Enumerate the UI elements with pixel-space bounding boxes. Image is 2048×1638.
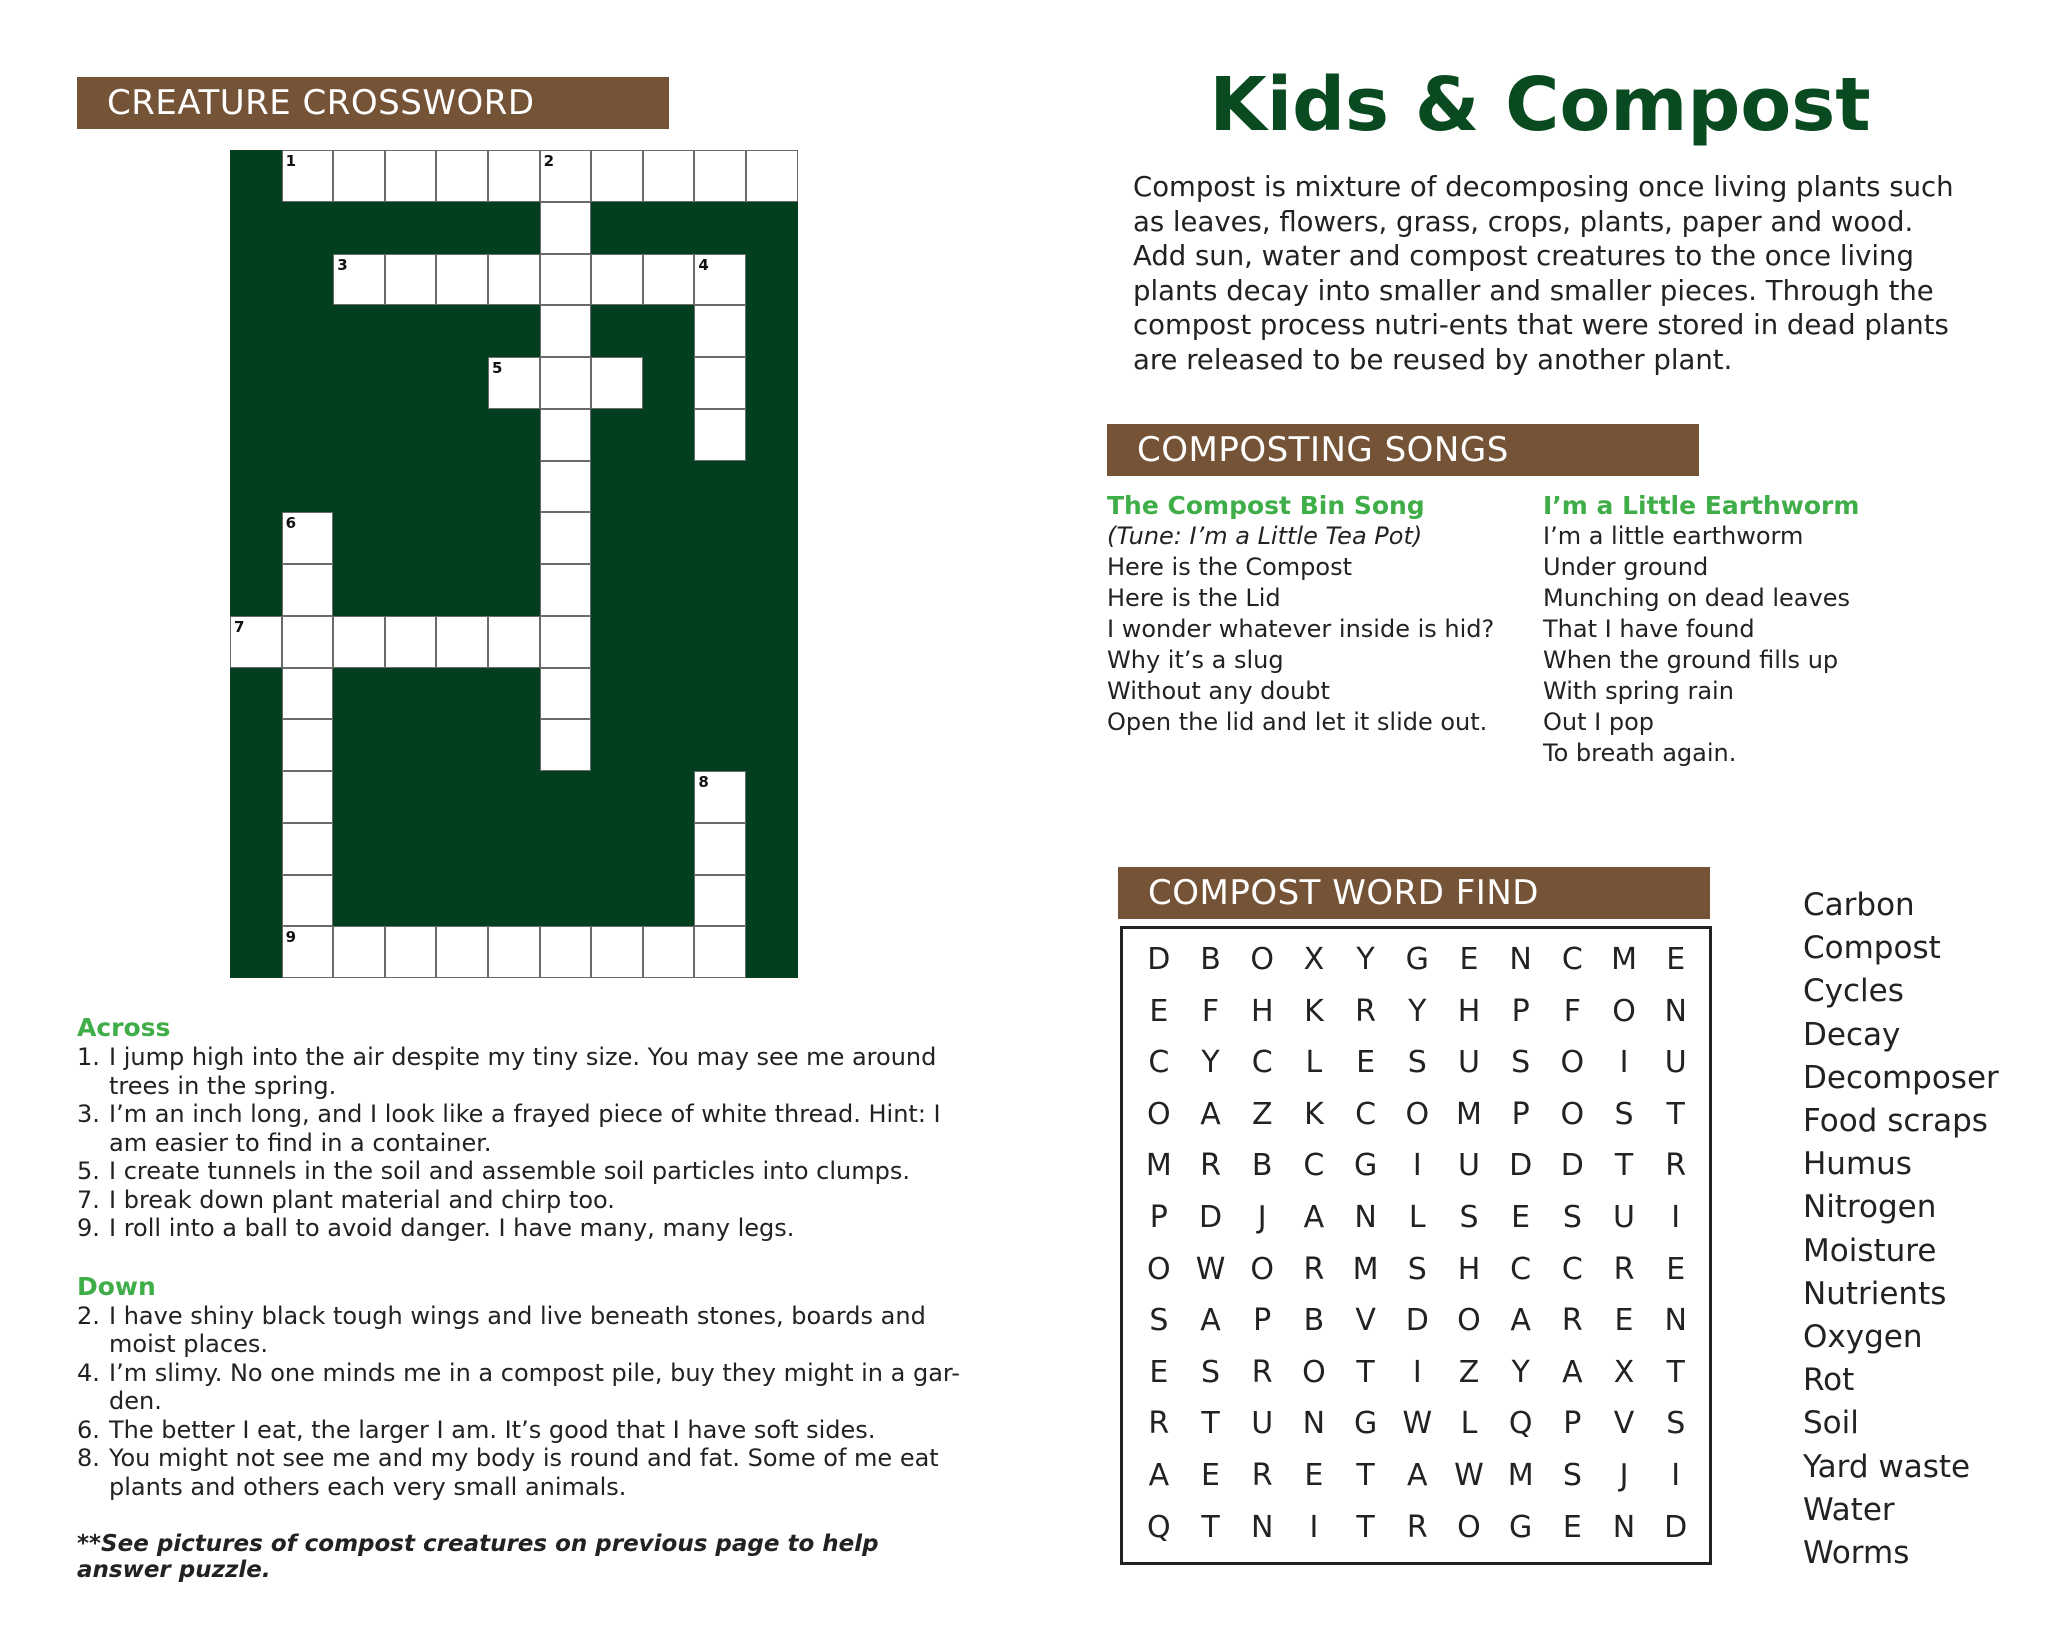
crossword-cell[interactable]	[230, 616, 282, 668]
wordfind-letter[interactable]: E	[1149, 1354, 1169, 1390]
wordfind-letter[interactable]: X	[1613, 1354, 1635, 1390]
crossword-cell[interactable]	[540, 357, 592, 409]
wordfind-letter[interactable]: P	[1511, 1096, 1530, 1132]
crossword-cell[interactable]	[540, 409, 592, 461]
wordfind-letter[interactable]: C	[1251, 1045, 1273, 1081]
crossword-cell[interactable]	[694, 409, 746, 461]
crossword-cell[interactable]	[282, 150, 334, 202]
wordfind-letter[interactable]: O	[1457, 1303, 1481, 1339]
wordfind-letter[interactable]: R	[1665, 1148, 1687, 1184]
crossword-cell[interactable]	[540, 202, 592, 254]
wordfind-letter[interactable]: Y	[1511, 1354, 1530, 1390]
wordfind-letter[interactable]: S	[1201, 1354, 1221, 1390]
crossword-cell[interactable]	[488, 254, 540, 306]
wordfind-letter[interactable]: A	[1407, 1458, 1428, 1493]
song-line: Without any doubt	[1107, 677, 1330, 705]
song-line: I’m a little earthworm	[1543, 522, 1804, 550]
wordfind-word: Worms	[1803, 1535, 1910, 1572]
wordfind-word: Moisture	[1803, 1232, 1937, 1269]
wordfind-letter[interactable]: A	[1510, 1303, 1531, 1339]
wordfind-letter[interactable]: H	[1250, 993, 1274, 1029]
crossword-cell[interactable]	[540, 668, 592, 720]
songs-heading: COMPOSTING SONGS	[1107, 424, 1699, 476]
wordfind-letter[interactable]: D	[1405, 1303, 1429, 1339]
crossword-cell[interactable]	[488, 150, 540, 202]
clue-item-text: The better I eat, the larger I am. It’s good that I have soft sides.	[109, 1415, 876, 1444]
wordfind-letter[interactable]: O	[1612, 993, 1636, 1029]
wordfind-letter[interactable]: B	[1251, 1148, 1273, 1184]
wordfind-letter[interactable]: R	[1200, 1148, 1221, 1184]
wordfind-letter[interactable]: M	[1145, 1148, 1172, 1184]
song-title: The Compost Bin Song	[1107, 491, 1425, 520]
clue-item-number: 5.	[77, 1157, 100, 1185]
crossword-cell[interactable]	[540, 926, 592, 978]
crossword-cell[interactable]	[540, 150, 592, 202]
clue-item-number: 3.	[77, 1100, 100, 1128]
wordfind-letter[interactable]: E	[1666, 942, 1686, 977]
song-line: Munching on dead leaves	[1543, 584, 1850, 612]
wordfind-letter[interactable]: R	[1613, 1251, 1635, 1287]
wordfind-word: Decay	[1803, 1016, 1901, 1053]
wordfind-letter[interactable]: R	[1303, 1251, 1325, 1287]
wordfind-letter[interactable]: T	[1666, 1096, 1685, 1132]
wordfind-letter[interactable]: D	[1509, 1148, 1533, 1184]
crossword-cell[interactable]	[746, 150, 798, 202]
wordfind-letter[interactable]: T	[1201, 1406, 1220, 1442]
wordfind-letter[interactable]: I	[1412, 1148, 1422, 1184]
earthworm-song	[1543, 490, 2003, 769]
crossword-cell[interactable]	[436, 926, 488, 978]
clue-item-number: 1.	[77, 1043, 100, 1071]
wordfind-letter[interactable]: O	[1147, 1251, 1171, 1287]
wordfind-row	[1133, 1502, 1702, 1553]
crossword-cell[interactable]	[333, 150, 385, 202]
wordfind-letter[interactable]: S	[1459, 1200, 1479, 1235]
wordfind-row	[1133, 1140, 1702, 1191]
wordfind-row	[1133, 1450, 1702, 1501]
clue-number: 7	[234, 617, 245, 636]
down-heading: Down	[77, 1271, 156, 1301]
clue-item-number: 4.	[77, 1358, 100, 1387]
crossword-cell[interactable]	[694, 875, 746, 927]
crossword-hint: **See pictures of compost creatures on previous page to help answer puzzle.	[77, 1531, 879, 1583]
crossword-cell[interactable]	[591, 150, 643, 202]
wordfind-letter[interactable]: D	[1147, 942, 1171, 977]
wordfind-letter[interactable]: O	[1457, 1509, 1481, 1545]
clue-item	[77, 1359, 977, 1416]
crossword-cell[interactable]	[385, 150, 437, 202]
wordfind-word: Rot	[1803, 1362, 1855, 1399]
song-title: I’m a Little Earthworm	[1543, 491, 1860, 520]
wordfind-letter[interactable]: D	[1198, 1200, 1223, 1235]
crossword-cell[interactable]	[540, 512, 592, 564]
crossword-clues	[77, 1012, 977, 1583]
wordfind-letter[interactable]: T	[1356, 1509, 1375, 1545]
wordfind-word: Water	[1803, 1491, 1895, 1528]
crossword-cell[interactable]	[694, 357, 746, 409]
crossword-cell[interactable]	[694, 823, 746, 875]
crossword-cell[interactable]	[540, 564, 592, 616]
wordfind-word: Food scraps	[1803, 1103, 1988, 1140]
clue-number: 5	[492, 359, 503, 377]
wordfind-letter[interactable]: N	[1302, 1406, 1326, 1442]
wordfind-word: Humus	[1803, 1146, 1912, 1183]
wordfind-letter[interactable]: E	[1149, 993, 1169, 1029]
wordfind-word: Cycles	[1803, 973, 1904, 1010]
wordfind-letter[interactable]: V	[1355, 1303, 1376, 1339]
wordfind-letter[interactable]: Q	[1147, 1509, 1171, 1545]
wordfind-letter[interactable]: P	[1563, 1406, 1582, 1442]
page-title: Kids & Compost	[1209, 62, 1871, 148]
clue-item-text: I roll into a ball to avoid danger. I have many, many legs.	[109, 1214, 795, 1242]
clue-item-text: You might not see me and my body is round and fat. Some of me eat plants and others each very small animals.	[109, 1444, 939, 1501]
crossword-cell[interactable]	[333, 254, 385, 306]
wordfind-letter[interactable]: N	[1354, 1200, 1377, 1235]
wordfind-letter[interactable]: O	[1560, 1096, 1585, 1132]
wordfind-letter[interactable]: W	[1195, 1251, 1226, 1287]
wordfind-letter[interactable]: S	[1511, 1045, 1531, 1081]
wordfind-letter[interactable]: Z	[1458, 1354, 1480, 1390]
clue-item-number: 2.	[77, 1301, 100, 1330]
wordfind-letter[interactable]: D	[1664, 1509, 1688, 1545]
crossword-cell[interactable]	[282, 616, 334, 668]
wordfind-letter[interactable]: Y	[1356, 942, 1375, 977]
wordfind-letter[interactable]: L	[1408, 1200, 1426, 1235]
wordfind-letter[interactable]: Y	[1201, 1045, 1220, 1081]
wordfind-letter[interactable]: A	[1148, 1458, 1170, 1493]
crossword-cell[interactable]	[282, 823, 334, 875]
wordfind-letter[interactable]: R	[1251, 1458, 1273, 1493]
crossword-cell[interactable]	[385, 926, 437, 978]
wordfind-grid	[1120, 926, 1712, 1565]
crossword-cell[interactable]	[333, 616, 385, 668]
wordfind-letter[interactable]: P	[1149, 1200, 1168, 1235]
wordfind-letter[interactable]: O	[1405, 1096, 1430, 1132]
song-line: Here is the Lid	[1107, 584, 1281, 612]
wordfind-letter[interactable]: T	[1356, 1354, 1375, 1390]
wordfind-letter[interactable]: M	[1456, 1096, 1482, 1132]
crossword-cell[interactable]	[436, 150, 488, 202]
clue-number: 4	[698, 255, 709, 274]
clue-item-text: I’m slimy. No one minds me in a compost pile, buy they might in a gar-den.	[109, 1358, 960, 1415]
intro-paragraph: Compost is mixture of decomposing once living plants such as leaves, flowers, grass, crops, plants, paper and wood. Add sun, water and compost creatures to the once living plants decay into smaller and smaller pieces. Through the compost process nutri-ents that were stored in dead plants are released to be reused by another plant.	[1133, 171, 1954, 376]
wordfind-letter[interactable]: S	[1407, 1045, 1427, 1081]
wordfind-letter[interactable]: F	[1563, 993, 1581, 1029]
crossword-grid	[230, 150, 798, 978]
wordfind-letter[interactable]: L	[1460, 1406, 1478, 1442]
wordfind-letter[interactable]: N	[1664, 993, 1687, 1029]
wordfind-letter[interactable]: U	[1457, 1148, 1480, 1184]
wordfind-row	[1133, 1244, 1702, 1295]
wordfind-letter[interactable]: N	[1664, 1303, 1687, 1339]
clue-item-text: I have shiny black tough wings and live beneath stones, boards and moist places.	[109, 1301, 926, 1358]
wordfind-row	[1133, 934, 1702, 985]
clue-item	[77, 1302, 977, 1359]
crossword-cell[interactable]	[643, 254, 695, 306]
wordfind-letter[interactable]: C	[1561, 942, 1583, 977]
wordfind-letter[interactable]: G	[1353, 1406, 1378, 1442]
song-line: Under ground	[1543, 553, 1709, 581]
wordfind-letter[interactable]: O	[1560, 1045, 1585, 1081]
wordfind-letter[interactable]: E	[1666, 1251, 1686, 1287]
wordfind-letter[interactable]: F	[1201, 993, 1220, 1029]
crossword-cell[interactable]	[643, 926, 695, 978]
crossword-cell[interactable]	[436, 616, 488, 668]
song-tune: (Tune: I’m a Little Tea Pot)	[1107, 522, 1423, 550]
wordfind-letter[interactable]: Z	[1251, 1096, 1273, 1132]
wordfind-letter[interactable]: I	[1412, 1354, 1422, 1390]
crossword-cell[interactable]	[488, 926, 540, 978]
crossword-cell[interactable]	[282, 668, 334, 720]
wordfind-letter[interactable]: N	[1250, 1509, 1274, 1545]
down-clue-list	[77, 1302, 977, 1502]
wordfind-letter[interactable]: R	[1355, 993, 1377, 1029]
crossword-cell[interactable]	[694, 254, 746, 306]
across-heading: Across	[77, 1013, 171, 1042]
wordfind-letter[interactable]: M	[1507, 1458, 1534, 1493]
wordfind-letter[interactable]: N	[1509, 942, 1532, 977]
wordfind-letter[interactable]: R	[1251, 1354, 1273, 1390]
wordfind-letter[interactable]: B	[1200, 942, 1221, 977]
wordfind-letter[interactable]: G	[1509, 1509, 1533, 1545]
crossword-cell[interactable]	[540, 461, 592, 513]
wordfind-heading: COMPOST WORD FIND	[1118, 867, 1710, 919]
across-clue-list	[77, 1043, 977, 1243]
clue-item-text: I jump high into the air despite my tiny size. You may see me around trees in the spring.	[109, 1043, 937, 1100]
wordfind-word: Oxygen	[1803, 1319, 1923, 1356]
clue-item	[77, 1444, 977, 1501]
wordfind-letter[interactable]: M	[1352, 1251, 1379, 1287]
wordfind-letter[interactable]: T	[1666, 1354, 1685, 1390]
crossword-cell[interactable]	[591, 357, 643, 409]
crossword-cell[interactable]	[540, 254, 592, 306]
crossword-cell[interactable]	[591, 254, 643, 306]
song-line: I wonder whatever inside is hid?	[1107, 615, 1495, 643]
wordfind-letter[interactable]: I	[1619, 1045, 1629, 1081]
crossword-cell[interactable]	[333, 926, 385, 978]
crossword-cell[interactable]	[643, 150, 695, 202]
wordfind-letter[interactable]: N	[1612, 1509, 1636, 1545]
song-line: Why it’s a slug	[1107, 646, 1284, 674]
crossword-cell[interactable]	[488, 357, 540, 409]
clue-item	[77, 1100, 977, 1157]
wordfind-letter[interactable]: U	[1664, 1045, 1687, 1081]
wordfind-letter[interactable]: E	[1304, 1458, 1324, 1493]
wordfind-letter[interactable]: R	[1406, 1509, 1428, 1545]
wordfind-letter[interactable]: J	[1257, 1200, 1267, 1235]
crossword-cell[interactable]	[488, 616, 540, 668]
wordfind-letter[interactable]: H	[1457, 1251, 1481, 1287]
clue-number: 8	[698, 773, 709, 791]
compost-bin-song	[1107, 490, 1537, 738]
clue-number: 1	[285, 152, 297, 170]
wordfind-letter[interactable]: A	[1200, 1303, 1221, 1339]
wordfind-letter[interactable]: H	[1457, 993, 1481, 1029]
wordfind-row	[1133, 1037, 1702, 1088]
wordfind-word: Carbon	[1803, 887, 1915, 923]
wordfind-letter[interactable]: E	[1201, 1458, 1221, 1493]
song-line: With spring rain	[1543, 677, 1734, 705]
crossword-cell[interactable]	[282, 875, 334, 927]
wordfind-row	[1133, 986, 1702, 1037]
wordfind-letter[interactable]: K	[1304, 993, 1324, 1029]
clue-item-text: I create tunnels in the soil and assemble soil particles into clumps.	[109, 1157, 910, 1185]
wordfind-letter[interactable]: W	[1402, 1406, 1433, 1442]
wordfind-letter[interactable]: O	[1147, 1096, 1171, 1132]
clue-item	[77, 1043, 977, 1100]
crossword-cell[interactable]	[385, 254, 437, 306]
crossword-cell[interactable]	[282, 564, 334, 616]
song-line: Here is the Compost	[1107, 553, 1353, 581]
crossword-cell[interactable]	[282, 719, 334, 771]
wordfind-word: Nutrients	[1803, 1275, 1947, 1312]
wordfind-row	[1133, 1192, 1702, 1243]
wordfind-row	[1133, 1295, 1702, 1346]
crossword-cell[interactable]	[540, 305, 592, 357]
wordfind-letter[interactable]: W	[1454, 1458, 1484, 1493]
wordfind-letter[interactable]: O	[1302, 1354, 1326, 1390]
clue-item	[77, 1157, 977, 1186]
crossword-cell[interactable]	[694, 305, 746, 357]
song-line: When the ground fills up	[1543, 646, 1839, 674]
crossword-cell[interactable]	[591, 926, 643, 978]
clue-item	[77, 1416, 977, 1445]
wordfind-letter[interactable]: A	[1562, 1354, 1583, 1390]
clue-number: 3	[337, 255, 348, 274]
wordfind-letter[interactable]: R	[1148, 1406, 1170, 1442]
wordfind-letter[interactable]: C	[1303, 1148, 1325, 1184]
wordfind-letter[interactable]: P	[1253, 1303, 1272, 1339]
wordfind-letter[interactable]: C	[1510, 1251, 1532, 1287]
song-line: Out I pop	[1543, 708, 1654, 736]
wordfind-letter[interactable]: X	[1303, 942, 1325, 977]
wordfind-letter[interactable]: E	[1459, 942, 1479, 977]
wordfind-letter[interactable]: C	[1561, 1251, 1583, 1287]
wordfind-letter[interactable]: V	[1613, 1406, 1635, 1442]
wordfind-letter[interactable]: L	[1305, 1045, 1323, 1081]
wordfind-letter[interactable]: S	[1407, 1251, 1427, 1287]
wordfind-letter[interactable]: C	[1148, 1045, 1170, 1081]
wordfind-letter[interactable]: I	[1309, 1509, 1319, 1545]
clue-item-number: 8.	[77, 1444, 100, 1472]
wordfind-letter[interactable]: U	[1251, 1406, 1274, 1442]
crossword-cell[interactable]	[540, 719, 592, 771]
wordfind-letter[interactable]: E	[1614, 1303, 1634, 1339]
wordfind-letter[interactable]: P	[1511, 993, 1530, 1029]
crossword-cell[interactable]	[282, 926, 334, 978]
wordfind-letter[interactable]: S	[1614, 1096, 1634, 1132]
wordfind-letter[interactable]: Q	[1508, 1406, 1533, 1442]
wordfind-letter[interactable]: E	[1562, 1509, 1582, 1545]
wordfind-letter[interactable]: I	[1671, 1458, 1681, 1493]
wordfind-letter[interactable]: S	[1666, 1406, 1686, 1442]
wordfind-letter[interactable]: G	[1405, 942, 1429, 977]
crossword-cell[interactable]	[694, 926, 746, 978]
song-lines	[1107, 552, 1537, 738]
wordfind-word: Soil	[1803, 1405, 1859, 1442]
wordfind-letter[interactable]: O	[1250, 942, 1275, 977]
crossword-cell[interactable]	[694, 771, 746, 823]
wordfind-letter[interactable]: O	[1250, 1251, 1275, 1287]
clue-item	[77, 1186, 977, 1215]
wordfind-letter[interactable]: Y	[1408, 993, 1427, 1029]
clue-number: 6	[285, 514, 297, 533]
wordfind-row	[1133, 1398, 1702, 1449]
crossword-cell[interactable]	[282, 771, 334, 823]
song-line: That I have found	[1543, 615, 1755, 643]
wordfind-letter[interactable]: G	[1353, 1148, 1378, 1184]
wordfind-letter[interactable]: S	[1562, 1458, 1582, 1493]
wordfind-letter[interactable]: C	[1355, 1096, 1377, 1132]
clue-item-number: 7.	[77, 1185, 100, 1214]
wordfind-letter[interactable]: A	[1303, 1200, 1325, 1235]
wordfind-letter[interactable]: S	[1562, 1200, 1582, 1235]
wordfind-row	[1133, 1347, 1702, 1398]
wordfind-letter[interactable]: T	[1201, 1509, 1220, 1545]
crossword-cell[interactable]	[540, 616, 592, 668]
wordfind-word-list	[1803, 884, 1999, 1575]
clue-item-text: I’m an inch long, and I look like a frayed piece of white thread. Hint: I am easier to find in a container.	[109, 1100, 941, 1157]
wordfind-letter[interactable]: J	[1619, 1458, 1629, 1493]
wordfind-letter[interactable]: R	[1561, 1303, 1583, 1339]
clue-item	[77, 1214, 977, 1243]
clue-item-number: 6.	[77, 1415, 100, 1444]
clue-number: 2	[543, 152, 555, 170]
crossword-heading: CREATURE CROSSWORD	[77, 77, 669, 129]
wordfind-word: Decomposer	[1803, 1059, 1999, 1096]
song-line: Open the lid and let it slide out.	[1107, 708, 1488, 736]
clue-item-text: I break down plant material and chirp too.	[109, 1185, 615, 1214]
wordfind-letter[interactable]: B	[1303, 1303, 1325, 1339]
crossword-cell[interactable]	[436, 254, 488, 306]
wordfind-word: Compost	[1803, 930, 1941, 967]
wordfind-letter[interactable]: E	[1511, 1200, 1531, 1235]
wordfind-letter[interactable]: I	[1671, 1200, 1681, 1235]
song-lines	[1543, 521, 2003, 769]
wordfind-letter[interactable]: K	[1304, 1096, 1324, 1132]
song-line: To breath again.	[1543, 739, 1737, 767]
wordfind-letter[interactable]: E	[1356, 1045, 1376, 1081]
crossword-cell[interactable]	[385, 616, 437, 668]
wordfind-word: Yard waste	[1803, 1448, 1971, 1485]
wordfind-letter[interactable]: D	[1560, 1148, 1584, 1184]
wordfind-row	[1133, 1089, 1702, 1140]
clue-number: 9	[285, 928, 297, 947]
crossword-cell[interactable]	[694, 150, 746, 202]
wordfind-letter[interactable]: M	[1611, 942, 1637, 977]
wordfind-letter[interactable]: U	[1457, 1045, 1480, 1081]
wordfind-letter[interactable]: S	[1149, 1303, 1169, 1339]
wordfind-letter[interactable]: U	[1613, 1200, 1636, 1235]
crossword-cell[interactable]	[282, 512, 334, 564]
wordfind-word: Nitrogen	[1803, 1189, 1937, 1226]
clue-item-number: 9.	[77, 1214, 100, 1242]
wordfind-letter[interactable]: T	[1614, 1148, 1634, 1184]
wordfind-letter[interactable]: A	[1200, 1096, 1221, 1132]
wordfind-letter[interactable]: T	[1356, 1458, 1375, 1493]
